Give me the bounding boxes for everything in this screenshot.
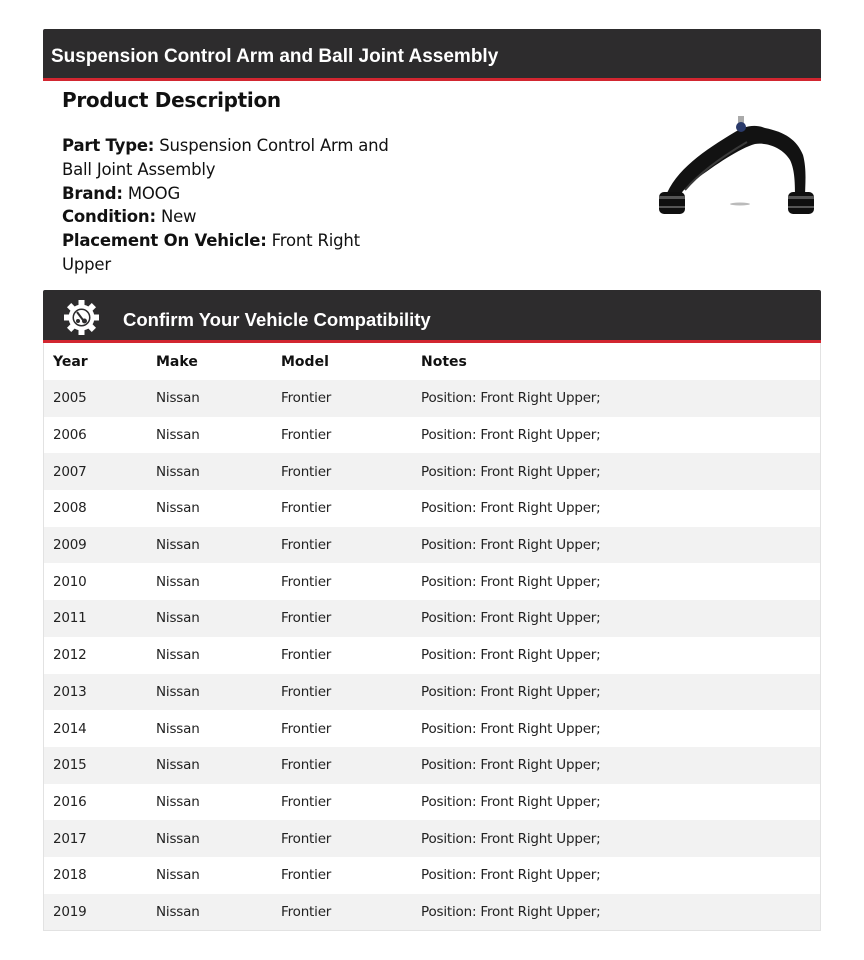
cell-make: Nissan — [156, 647, 200, 664]
cell-notes: Position: Front Right Upper; — [421, 610, 601, 627]
compatibility-title: Confirm Your Vehicle Compatibility — [123, 309, 431, 330]
table-row — [44, 417, 820, 454]
property-label: Condition: — [62, 207, 156, 227]
cell-model: Frontier — [281, 720, 332, 737]
cell-make: Nissan — [156, 867, 200, 884]
cell-year: 2012 — [53, 647, 87, 664]
table-row — [44, 784, 820, 821]
cell-make: Nissan — [156, 463, 200, 480]
cell-make: Nissan — [156, 757, 200, 774]
cell-notes: Position: Front Right Upper; — [421, 867, 601, 884]
table-row — [44, 894, 820, 931]
cell-make: Nissan — [156, 793, 200, 810]
cell-notes: Position: Front Right Upper; — [421, 683, 601, 700]
cell-year: 2007 — [53, 463, 87, 480]
compatibility-table — [43, 343, 821, 931]
column-header-make: Make — [156, 353, 198, 370]
product-description — [62, 88, 622, 277]
cell-notes: Position: Front Right Upper; — [421, 903, 601, 920]
table-row — [44, 453, 820, 490]
cell-make: Nissan — [156, 830, 200, 847]
cell-year: 2014 — [53, 720, 87, 737]
cell-model: Frontier — [281, 390, 332, 407]
property-condition — [62, 205, 412, 229]
table-row — [44, 710, 820, 747]
cell-notes: Position: Front Right Upper; — [421, 573, 601, 590]
cell-make: Nissan — [156, 610, 200, 627]
cell-make: Nissan — [156, 573, 200, 590]
cell-model: Frontier — [281, 683, 332, 700]
property-label: Part Type: — [62, 136, 155, 155]
property-value: MOOG — [127, 183, 181, 203]
property-value: Suspension Control Arm and Ball Joint Assembly — [62, 136, 389, 179]
table-header-row — [44, 343, 820, 380]
cell-make: Nissan — [156, 500, 200, 517]
cell-year: 2009 — [53, 537, 87, 554]
cell-notes: Position: Front Right Upper; — [421, 463, 601, 480]
cell-year: 2011 — [53, 610, 87, 627]
description-heading: Product Description — [62, 88, 281, 112]
table-row — [44, 857, 820, 894]
cell-model: Frontier — [281, 793, 332, 810]
cell-make: Nissan — [156, 903, 200, 920]
cell-model: Frontier — [281, 867, 332, 884]
column-header-notes: Notes — [421, 353, 467, 370]
cell-model: Frontier — [281, 610, 332, 627]
cell-year: 2008 — [53, 500, 87, 517]
cell-year: 2017 — [53, 830, 87, 847]
cell-make: Nissan — [156, 720, 200, 737]
cell-notes: Position: Front Right Upper; — [421, 427, 601, 444]
product-title: Suspension Control Arm and Ball Joint Assembly — [51, 46, 499, 67]
table-row — [44, 820, 820, 857]
cell-notes: Position: Front Right Upper; — [421, 757, 601, 774]
table-row — [44, 380, 820, 417]
cell-notes: Position: Front Right Upper; — [421, 390, 601, 407]
cell-year: 2005 — [53, 390, 87, 407]
product-image — [655, 110, 820, 225]
cell-model: Frontier — [281, 427, 332, 444]
cell-model: Frontier — [281, 463, 332, 480]
property-label: Brand: — [62, 183, 123, 203]
cell-make: Nissan — [156, 390, 200, 407]
cell-notes: Position: Front Right Upper; — [421, 830, 601, 847]
cell-model: Frontier — [281, 500, 332, 517]
property-placement — [62, 229, 412, 277]
property-value: Front Right Upper — [62, 231, 360, 274]
cell-notes: Position: Front Right Upper; — [421, 537, 601, 554]
cell-notes: Position: Front Right Upper; — [421, 793, 601, 810]
column-header-model: Model — [281, 353, 329, 370]
cell-model: Frontier — [281, 830, 332, 847]
gear-icon — [63, 299, 100, 336]
table-row — [44, 563, 820, 600]
compatibility-banner — [43, 290, 821, 343]
table-row — [44, 637, 820, 674]
cell-make: Nissan — [156, 537, 200, 554]
cell-year: 2018 — [53, 867, 87, 884]
column-header-year: Year — [53, 353, 88, 370]
cell-year: 2010 — [53, 573, 87, 590]
property-value: New — [160, 207, 197, 227]
cell-notes: Position: Front Right Upper; — [421, 500, 601, 517]
property-list — [62, 134, 412, 277]
cell-model: Frontier — [281, 537, 332, 554]
cell-make: Nissan — [156, 427, 200, 444]
cell-notes: Position: Front Right Upper; — [421, 720, 601, 737]
cell-notes: Position: Front Right Upper; — [421, 647, 601, 664]
cell-model: Frontier — [281, 757, 332, 774]
cell-year: 2015 — [53, 757, 87, 774]
cell-year: 2019 — [53, 903, 87, 920]
cell-year: 2013 — [53, 683, 87, 700]
cell-model: Frontier — [281, 647, 332, 664]
property-label: Placement On Vehicle: — [62, 231, 267, 251]
property-brand — [62, 182, 412, 206]
cell-year: 2016 — [53, 793, 87, 810]
table-row — [44, 490, 820, 527]
table-row — [44, 747, 820, 784]
property-part-type — [62, 134, 412, 182]
table-row — [44, 600, 820, 637]
table-row — [44, 527, 820, 564]
cell-model: Frontier — [281, 573, 332, 590]
cell-model: Frontier — [281, 903, 332, 920]
table-row — [44, 674, 820, 711]
product-title-banner — [43, 29, 821, 81]
cell-year: 2006 — [53, 427, 87, 444]
cell-make: Nissan — [156, 683, 200, 700]
